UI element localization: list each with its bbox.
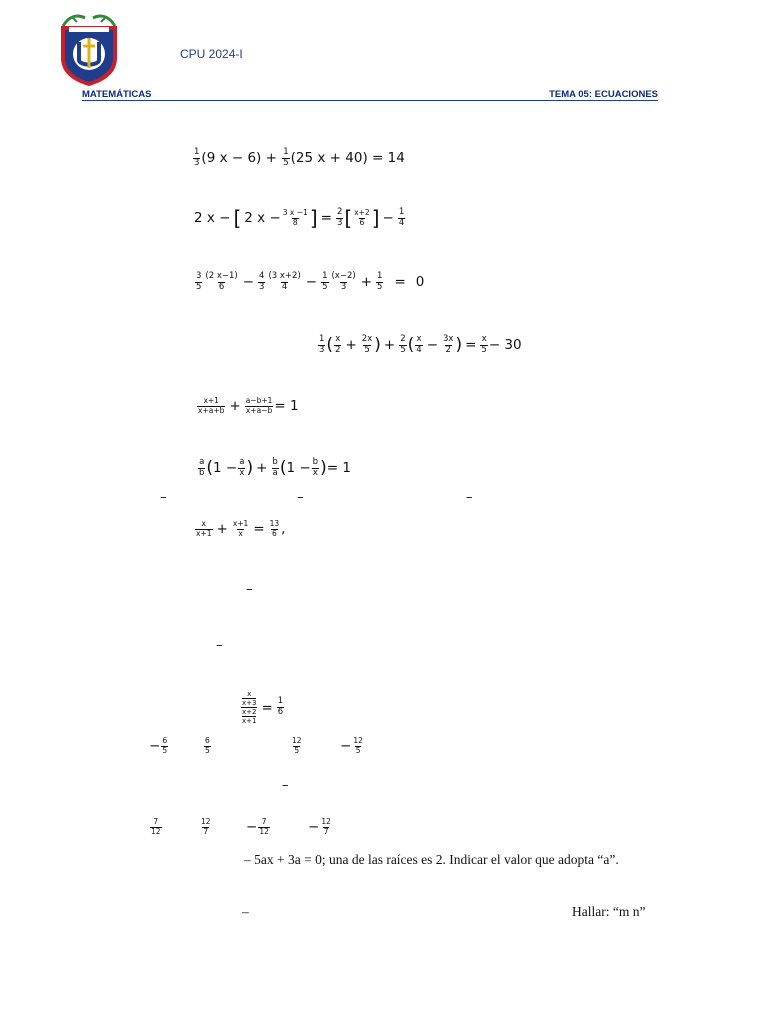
equation-4: $\frac{1}{3}$ ( $\frac{x}{2}$ + $\frac{2x}{5}$ ) + $\frac{2}{5}$ ( $\frac{x}{4}$ − $\frac{3x}{2}$ ) = $\frac{x}{5}$ − 30 (319, 334, 522, 355)
university-logo (55, 12, 123, 88)
term: (25 x + 40) = 14 (290, 150, 405, 167)
option-2c: − $\frac{7}{12}$ (246, 817, 269, 836)
problem-statement: – 5ax + 3a = 0; una de las raíces es 2. Indicar el valor que adopta “a”. (244, 852, 619, 867)
option-2a: $\frac{7}{12}$ (151, 817, 161, 836)
option-1c: $\frac{12}{5}$ (292, 736, 302, 755)
equation-6: $\frac{a}{b}$ ( 1 − $\frac{a}{x}$ ) + $\frac{b}{a}$ ( 1 − $\frac{b}{x}$ ) = 1 (199, 457, 351, 478)
dash-mark: – (297, 490, 304, 505)
equation-5: $\frac{x+1}{x+a+b}$ + $\frac{a-b+1}{x+a-b}$ = 1 (198, 396, 299, 415)
dash-mark: – (242, 904, 249, 919)
dash-mark: – (246, 582, 253, 597)
option-2b: $\frac{12}{7}$ (201, 817, 211, 836)
option-1d: − $\frac{12}{5}$ (340, 736, 363, 755)
hallar-text: Hallar: “m n” (572, 904, 646, 919)
subject-label: MATEMÁTICAS (82, 89, 152, 100)
equation-7: $\frac{x}{x+1}$ + $\frac{x+1}{x}$ = $\frac{13}{6}$ , (196, 519, 286, 538)
course-label: CPU 2024-I (180, 47, 243, 61)
dash-mark: – (466, 490, 473, 505)
equation-1 (192, 148, 405, 169)
option-2d: − $\frac{12}{7}$ (308, 817, 331, 836)
equation-3: $\frac{3}{5}$ $\frac{(2 x-1)}{6}$ − $\frac{4}{3}$ $\frac{(3 x+2)}{4}$ − $\frac{1}{5}$ $\frac{(x-2)}{3}$ + $\frac{1}{5}$ = 0 (196, 271, 425, 292)
equation-8: x x+3 x+2 x+1 = $\frac{1}{6}$ (242, 690, 284, 726)
option-1b: $\frac{6}{5}$ (205, 736, 210, 755)
header-divider (82, 100, 658, 101)
option-1a: − $\frac{6}{5}$ (149, 736, 168, 755)
topic-label: TEMA 05: ECUACIONES (549, 89, 658, 100)
dash-mark: – (160, 490, 167, 505)
fraction: $\frac{1}{3}$ (194, 147, 200, 168)
equation-2: 2 x − [ 2 x − $\frac{3 x -1}{8}$ ] = $\frac{2}{3}$ [ $\frac{x+2}{6}$ ] − $\frac{1}{4}$ (194, 206, 405, 231)
term: (9 x − 6) + (201, 150, 277, 167)
dash-mark: – (216, 638, 223, 653)
dash-mark: – (282, 778, 289, 793)
fraction: $\frac{1}{5}$ (283, 147, 289, 168)
